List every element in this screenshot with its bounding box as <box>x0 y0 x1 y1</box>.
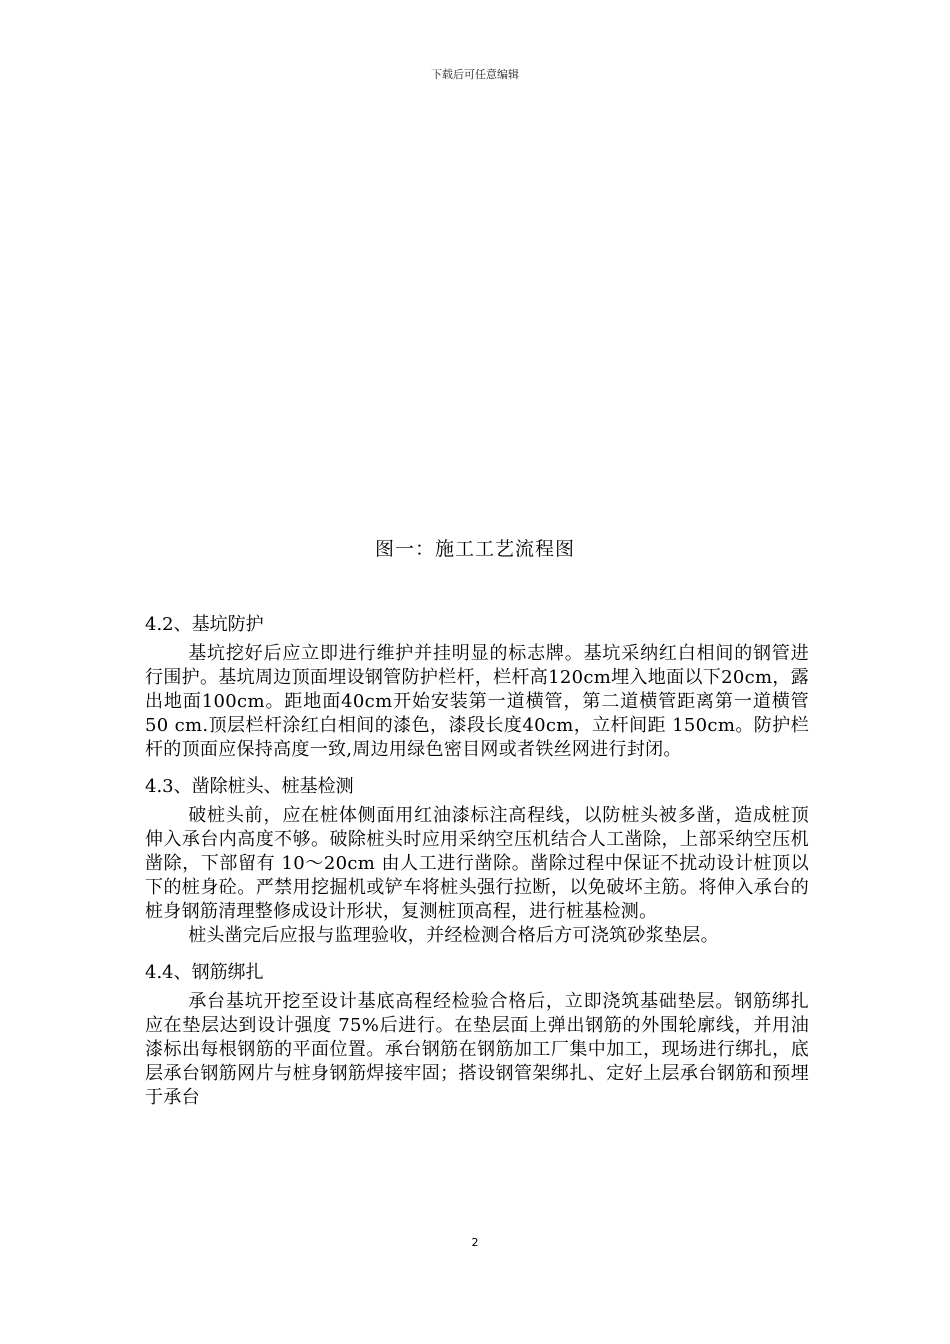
section-4-2 <box>145 612 809 762</box>
page-header: 下载后可任意编辑 <box>431 68 519 81</box>
document-body <box>145 612 809 1122</box>
section-4-3 <box>145 774 809 948</box>
paragraph: 基坑挖好后应立即进行维护并挂明显的标志牌。基坑采纳红白相间的钢管进行围护。基坑周边顶面埋设钢管防护栏杆，栏杆高120cm埋入地面以下20cm，露出地面100cm。距地面40cm开始安装第一道横管，第二道横管距离第一道横管 50 cm.顶层栏杆涂红白相间的漆色，漆段长度40cm，立杆间距 150cm。防护栏杆的顶面应保持高度一致,周边用绿色密目网或者铁丝网进行封闭。 <box>145 643 810 760</box>
section-heading: 4.3、凿除桩头、桩基检测 <box>145 776 354 797</box>
section-heading: 4.2、基坑防护 <box>145 614 264 635</box>
paragraph: 承台基坑开挖至设计基底高程经检验合格后，立即浇筑基础垫层。钢筋绑扎应在垫层达到设计强度 75%后进行。在垫层面上弹出钢筋的外围轮廓线，并用油漆标出每根钢筋的平面位置。承台钢筋在钢筋加工厂集中加工，现场进行绑扎，底层承台钢筋网片与桩身钢筋焊接牢固；搭设钢管架绑扎、定好上层承台钢筋和预埋于承台 <box>145 991 809 1108</box>
figure-caption: 图一：施工工艺流程图 <box>374 538 575 560</box>
page-number: 2 <box>471 1236 479 1249</box>
paragraph: 破桩头前，应在桩体侧面用红油漆标注高程线，以防桩头被多凿，造成桩顶伸入承台内高度不够。破除桩头时应用采纳空压机结合人工凿除，上部采纳空压机凿除，下部留有 10～20cm 由人工进行凿除。凿除过程中保证不扰动设计桩顶以下的桩身砼。严禁用挖掘机或铲车将桩头强行拉断，以免破坏主筋。将伸入承台的桩身钢筋清理整修成设计形状，复测桩顶高程，进行桩基检测。 <box>145 805 809 922</box>
paragraph: 桩头凿完后应报与监理验收，并经检测合格后方可浇筑砂浆垫层。 <box>188 925 719 946</box>
section-4-4 <box>145 960 809 1110</box>
section-heading: 4.4、钢筋绑扎 <box>145 962 264 983</box>
